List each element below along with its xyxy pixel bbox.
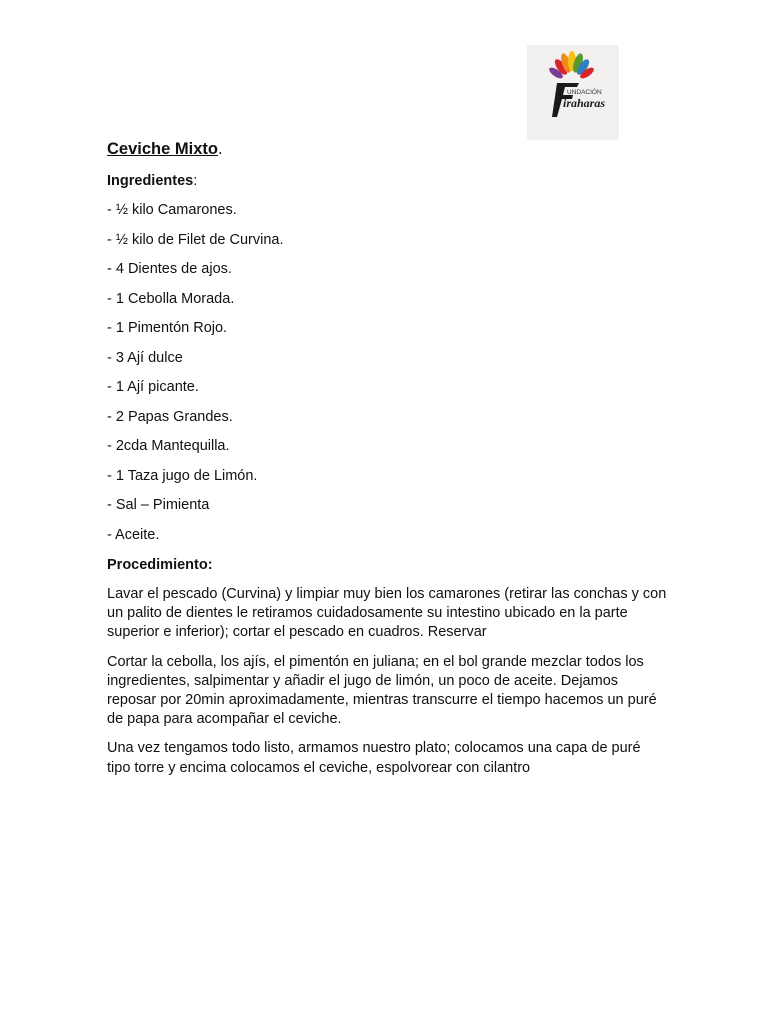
ingredient-item: - ½ kilo de Filet de Curvina. [107, 231, 284, 248]
ingredients-heading [107, 173, 197, 189]
ingredients-heading-text: Ingredientes [107, 173, 194, 189]
ingredients-heading-colon: : [193, 173, 198, 189]
ingredient-item: - ½ kilo Camarones. [107, 202, 237, 218]
ingredients-list [107, 201, 284, 555]
logo-graphic [527, 45, 619, 140]
ingredient-item: - 1 Pimentón Rojo. [107, 320, 228, 336]
ingredient-item: - 2cda Mantequilla. [107, 438, 230, 454]
recipe-title-text: Ceviche Mixto [107, 140, 218, 158]
logo-text-jiraharas: iraharas [563, 96, 606, 110]
logo-text-fundacion: UNDACIÓN [567, 89, 602, 96]
ingredient-item: - 1 Taza jugo de Limón. [107, 467, 258, 484]
ingredient-item: - 4 Dientes de ajos. [107, 261, 232, 277]
procedure-paragraph: Cortar la cebolla, los ajís, el pimentón en juliana; en el bol grande mezclar todos los ingredientes, salpimentar y añadir el jugo de limón, un poco de aceite. Dejamos reposar por 20min aproximadamente, mientras transcurre el tiempo hacemos un puré de papa para acompañar el ceviche. [107, 653, 657, 728]
ingredient-item: - 3 Ají dulce [107, 349, 183, 366]
ingredient-item: - 2 Papas Grandes. [107, 408, 233, 425]
ingredient-item: - 1 Ají picante. [107, 379, 199, 395]
ingredient-item: - Sal – Pimienta [107, 497, 210, 513]
procedure-paragraph: Lavar el pescado (Curvina) y limpiar muy bien los camarones (retirar las conchas y con un palito de dientes le retiramos cuidadosamente su intestino ubicado en la parte superior e inferior); cortar el pescado en cuadros. Reservar [107, 586, 667, 641]
fundacion-jiraharas-logo [527, 45, 619, 140]
recipe-title [107, 140, 223, 159]
recipe-title-punct: . [217, 140, 223, 158]
ingredient-item: - 1 Cebolla Morada. [107, 290, 235, 307]
procedure-heading: Procedimiento: [107, 557, 213, 573]
ingredient-item: - Aceite. [107, 526, 160, 543]
logo-feathers [547, 51, 595, 80]
procedure-paragraph: Una vez tengamos todo listo, armamos nuestro plato; colocamos una capa de puré tipo torre y encima colocamos el ceviche, espolvorear con cilantro [107, 740, 641, 776]
procedure-section [107, 585, 667, 788]
